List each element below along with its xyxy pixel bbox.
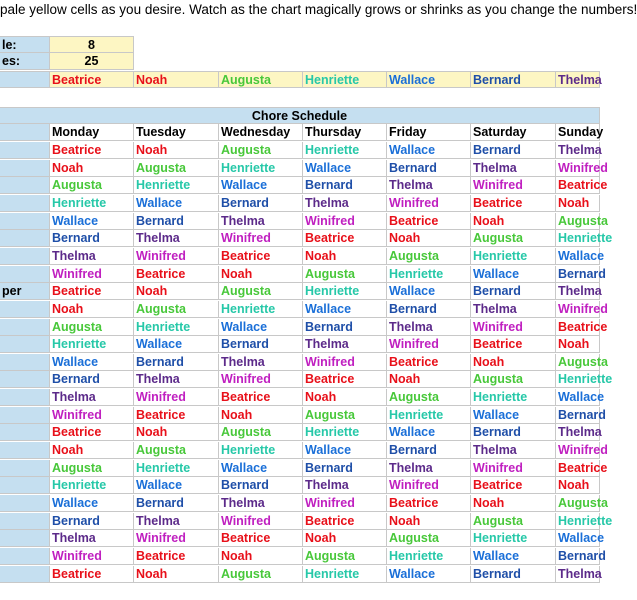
schedule-row (0, 213, 608, 230)
schedule-cell: Winifred (50, 266, 134, 283)
schedule-cell: Beatrice (219, 248, 303, 265)
schedule-row (0, 407, 606, 424)
row-label-cell (0, 407, 50, 424)
schedule-cell: Beatrice (558, 319, 608, 334)
schedule-cell: Noah (471, 213, 556, 230)
schedule-cell: Noah (219, 548, 303, 565)
schedule-cell: Bernard (219, 336, 303, 353)
schedule-cell: Thelma (471, 160, 556, 177)
schedule-cell: Augusta (471, 513, 556, 530)
row-label-cell (0, 495, 50, 512)
schedule-cell: Beatrice (134, 548, 219, 565)
schedule-cell: Wallace (558, 390, 605, 405)
schedule-cell: Augusta (303, 407, 387, 424)
schedule-cell: Augusta (471, 371, 556, 388)
row-label-cell (0, 248, 50, 265)
schedule-cell: Bernard (558, 266, 606, 281)
schedule-row (0, 548, 606, 565)
schedule-row (0, 160, 608, 177)
schedule-cell: Thelma (558, 425, 602, 440)
row-label-cell (0, 389, 50, 406)
day-header-friday: Friday (387, 124, 471, 141)
schedule-cell: Thelma (471, 442, 556, 459)
schedule-cell: Noah (219, 407, 303, 424)
schedule-cell: Thelma (558, 284, 602, 299)
schedule-cell: Winifred (219, 513, 303, 530)
schedule-cell: Thelma (134, 230, 219, 247)
schedule-cell: Wallace (219, 460, 303, 477)
schedule-cell: Wallace (134, 336, 219, 353)
schedule-cell: Wallace (134, 477, 219, 494)
schedule-cell: Wallace (471, 266, 556, 283)
row-label-cell (0, 213, 50, 230)
schedule-cell: Winifred (134, 530, 219, 547)
schedule-cell: Bernard (134, 213, 219, 230)
schedule-cell: Augusta (50, 177, 134, 194)
schedule-cell: Augusta (134, 301, 219, 318)
schedule-cell: Augusta (558, 496, 608, 510)
row-label-cell (0, 195, 50, 212)
schedule-cell: Henriette (219, 301, 303, 318)
schedule-cell: Wallace (50, 495, 134, 512)
schedule-cell: Wallace (471, 548, 556, 565)
row-label-cell (0, 319, 50, 336)
schedule-cell: Bernard (387, 442, 471, 459)
day-header-corner (0, 124, 50, 141)
schedule-cell: Henriette (387, 548, 471, 565)
schedule-cell: Wallace (303, 160, 387, 177)
schedule-cell: Henriette (303, 566, 387, 583)
schedule-row (0, 195, 600, 212)
schedule-cell: Wallace (387, 283, 471, 300)
schedule-row (0, 460, 608, 477)
schedule-cell: Winifred (219, 371, 303, 388)
schedule-cell: Beatrice (471, 477, 556, 494)
schedule-cell: Winifred (387, 195, 471, 212)
row-label-cell (0, 177, 50, 194)
schedule-cell: Augusta (50, 460, 134, 477)
schedule-cell: Henriette (50, 336, 134, 353)
schedule-cell: Bernard (303, 319, 387, 336)
schedule-cell: Beatrice (387, 354, 471, 371)
schedule-title: Chore Schedule (0, 107, 600, 124)
setting-label-1: le: (0, 36, 50, 53)
schedule-cell: Henriette (471, 248, 556, 265)
name-list-cell: Augusta (219, 71, 303, 88)
schedule-cell: Thelma (558, 143, 602, 157)
schedule-cell: Bernard (558, 548, 606, 563)
schedule-cell: Wallace (387, 142, 471, 159)
schedule-cell: Wallace (50, 354, 134, 371)
schedule-cell: Bernard (303, 460, 387, 477)
schedule-cell: Noah (219, 266, 303, 283)
schedule-row (0, 319, 608, 336)
schedule-cell: Bernard (303, 177, 387, 194)
schedule-row (0, 424, 600, 441)
schedule-cell: Bernard (471, 566, 556, 583)
schedule-cell: Winifred (558, 160, 608, 175)
schedule-cell: Thelma (303, 195, 387, 212)
schedule-cell: Bernard (219, 195, 303, 212)
schedule-cell: Thelma (387, 177, 471, 194)
schedule-cell: Winifred (558, 443, 608, 458)
schedule-cell: Henriette (558, 513, 613, 528)
schedule-cell: Noah (387, 371, 471, 388)
schedule-row (0, 389, 605, 406)
row-label-cell (0, 266, 50, 283)
schedule-cell: Thelma (219, 354, 303, 371)
schedule-cell: Augusta (303, 266, 387, 283)
schedule-row (0, 442, 608, 459)
name-list-cell: Thelma (558, 73, 602, 87)
day-header-thursday: Thursday (303, 124, 387, 141)
schedule-cell: Beatrice (219, 389, 303, 406)
schedule-cell: Wallace (134, 195, 219, 212)
row-label-cell: per (0, 283, 50, 300)
day-header-sunday: Sunday (558, 125, 604, 139)
schedule-cell: Bernard (558, 407, 606, 422)
schedule-cell: Bernard (50, 513, 134, 530)
schedule-cell: Henriette (134, 319, 219, 336)
row-label-cell (0, 477, 50, 494)
schedule-cell: Wallace (219, 319, 303, 336)
row-label-cell (0, 371, 50, 388)
schedule-cell: Henriette (558, 231, 613, 246)
schedule-cell: Noah (556, 336, 600, 353)
schedule-cell: Thelma (471, 301, 556, 318)
schedule-cell: Wallace (219, 177, 303, 194)
schedule-cell: Noah (556, 477, 600, 494)
schedule-cell: Beatrice (471, 195, 556, 212)
schedule-cell: Winifred (471, 460, 556, 477)
schedule-cell: Augusta (471, 230, 556, 247)
schedule-cell: Henriette (303, 142, 387, 159)
schedule-cell: Henriette (50, 477, 134, 494)
schedule-cell: Noah (50, 301, 134, 318)
schedule-cell: Winifred (303, 213, 387, 230)
schedule-cell: Noah (303, 389, 387, 406)
schedule-cell: Augusta (50, 319, 134, 336)
settings-row-2 (0, 53, 600, 70)
schedule-cell: Thelma (303, 336, 387, 353)
schedule-cell: Wallace (303, 301, 387, 318)
schedule-row (0, 177, 608, 194)
row-label-cell (0, 460, 50, 477)
name-list-cell: Henriette (303, 71, 387, 88)
schedule-cell: Augusta (558, 213, 608, 228)
row-label-cell (0, 336, 50, 353)
schedule-cell: Noah (134, 424, 219, 441)
instruction-text: pale yellow cells as you desire. Watch as the chart magically grows or shrinks as you change the numbers! (0, 2, 637, 17)
schedule-cell: Beatrice (303, 513, 387, 530)
row-label-cell (0, 530, 50, 547)
name-list-cell: Wallace (387, 71, 471, 88)
schedule-cell: Winifred (219, 230, 303, 247)
schedule-cell: Beatrice (219, 530, 303, 547)
schedule-cell: Noah (303, 248, 387, 265)
schedule-cell: Thelma (387, 460, 471, 477)
schedule-row (0, 266, 606, 283)
schedule-cell: Beatrice (471, 336, 556, 353)
schedule-cell: Bernard (134, 354, 219, 371)
schedule-cell: Noah (387, 230, 471, 247)
schedule-cell: Wallace (471, 407, 556, 424)
name-list-cell: Beatrice (50, 71, 134, 88)
row-label-cell (0, 142, 50, 159)
schedule-cell: Henriette (219, 160, 303, 177)
schedule-row (0, 477, 600, 494)
name-list-label-cell (0, 71, 50, 88)
schedule-cell: Noah (50, 442, 134, 459)
schedule-cell: Noah (303, 530, 387, 547)
schedule-cell: Noah (387, 513, 471, 530)
name-list-row (0, 71, 600, 88)
schedule-row (0, 566, 600, 583)
schedule-cell: Henriette (303, 424, 387, 441)
schedule-row (0, 495, 608, 512)
schedule-row (0, 230, 613, 247)
schedule-cell: Bernard (50, 371, 134, 388)
schedule-cell: Beatrice (134, 266, 219, 283)
schedule-cell: Beatrice (558, 460, 608, 475)
schedule-cell: Augusta (134, 160, 219, 177)
day-header-wednesday: Wednesday (219, 124, 303, 141)
schedule-row (0, 354, 608, 371)
row-label-cell (0, 548, 50, 565)
schedule-cell: Beatrice (50, 424, 134, 441)
setting-input-2[interactable]: 25 (50, 53, 134, 70)
settings-row-1 (0, 36, 600, 53)
schedule-cell: Beatrice (387, 213, 471, 230)
schedule-cell: Winifred (50, 407, 134, 424)
schedule-cell: Thelma (134, 513, 219, 530)
schedule-cell: Thelma (558, 566, 602, 581)
schedule-cell: Beatrice (303, 230, 387, 247)
schedule-cell: Henriette (134, 177, 219, 194)
schedule-row (0, 336, 600, 353)
schedule-cell: Wallace (303, 442, 387, 459)
schedule-cell: Bernard (471, 424, 556, 441)
schedule-row (0, 371, 613, 388)
schedule-cell: Bernard (219, 477, 303, 494)
schedule-cell: Thelma (219, 213, 303, 230)
schedule-cell: Beatrice (134, 407, 219, 424)
row-label-cell (0, 513, 50, 530)
schedule-cell: Augusta (558, 354, 608, 369)
schedule-row (0, 283, 600, 300)
day-header-row (0, 124, 604, 141)
row-label-cell (0, 442, 50, 459)
schedule-cell: Winifred (387, 477, 471, 494)
day-header-monday: Monday (50, 124, 134, 141)
schedule-cell: Wallace (387, 424, 471, 441)
schedule-cell: Henriette (471, 389, 556, 406)
schedule-cell: Thelma (50, 530, 134, 547)
schedule-cell: Winifred (50, 548, 134, 565)
schedule-cell: Henriette (50, 195, 134, 212)
schedule-cell: Augusta (219, 142, 303, 159)
setting-label-2: es: (0, 53, 50, 70)
schedule-cell: Henriette (387, 407, 471, 424)
schedule-cell: Augusta (219, 424, 303, 441)
schedule-cell: Bernard (134, 495, 219, 512)
schedule-cell: Henriette (558, 372, 613, 387)
schedule-row (0, 513, 613, 530)
schedule-cell: Beatrice (387, 495, 471, 512)
row-label-cell (0, 301, 50, 318)
schedule-cell: Thelma (50, 248, 134, 265)
schedule-cell: Winifred (471, 319, 556, 336)
schedule-cell: Bernard (387, 301, 471, 318)
row-label-cell (0, 424, 50, 441)
schedule-cell: Augusta (219, 283, 303, 300)
schedule-cell: Noah (471, 495, 556, 512)
name-list-cell: Noah (134, 71, 219, 88)
schedule-cell: Noah (556, 195, 600, 212)
schedule-cell: Thelma (134, 371, 219, 388)
schedule-cell: Beatrice (558, 178, 608, 193)
schedule-cell: Thelma (387, 319, 471, 336)
setting-input-1[interactable]: 8 (50, 36, 134, 53)
schedule-cell: Beatrice (303, 371, 387, 388)
schedule-cell: Augusta (387, 389, 471, 406)
schedule-cell: Henriette (303, 283, 387, 300)
schedule-cell: Noah (134, 142, 219, 159)
schedule-cell: Winifred (303, 495, 387, 512)
schedule-cell: Henriette (134, 460, 219, 477)
schedule-cell: Winifred (471, 177, 556, 194)
schedule-row (0, 248, 605, 265)
name-list-cell: Bernard (471, 71, 556, 88)
row-label-cell (0, 566, 50, 583)
schedule-cell: Winifred (387, 336, 471, 353)
day-header-saturday: Saturday (471, 124, 556, 141)
schedule-row (0, 301, 608, 318)
schedule-cell: Winifred (134, 248, 219, 265)
schedule-cell: Henriette (219, 442, 303, 459)
schedule-cell: Augusta (303, 548, 387, 565)
schedule-cell: Noah (134, 566, 219, 583)
schedule-cell: Wallace (387, 566, 471, 583)
schedule-title-row (0, 107, 600, 124)
schedule-cell: Noah (50, 160, 134, 177)
schedule-cell: Noah (134, 283, 219, 300)
schedule-cell: Augusta (219, 566, 303, 583)
schedule-cell: Henriette (387, 266, 471, 283)
schedule-cell: Bernard (50, 230, 134, 247)
schedule-cell: Bernard (471, 142, 556, 159)
schedule-cell: Augusta (387, 248, 471, 265)
schedule-cell: Augusta (387, 530, 471, 547)
schedule-cell: Henriette (471, 530, 556, 547)
schedule-cell: Beatrice (50, 566, 134, 583)
day-header-tuesday: Tuesday (134, 124, 219, 141)
schedule-cell: Augusta (134, 442, 219, 459)
schedule-cell: Winifred (558, 301, 608, 316)
schedule-cell: Winifred (303, 354, 387, 371)
row-label-cell (0, 354, 50, 371)
schedule-cell: Beatrice (50, 283, 134, 300)
schedule-cell: Wallace (50, 213, 134, 230)
schedule-cell: Thelma (303, 477, 387, 494)
row-label-cell (0, 230, 50, 247)
schedule-cell: Thelma (219, 495, 303, 512)
schedule-cell: Noah (471, 354, 556, 371)
schedule-row (0, 530, 605, 547)
row-label-cell (0, 160, 50, 177)
schedule-cell: Thelma (50, 389, 134, 406)
schedule-cell: Beatrice (50, 142, 134, 159)
schedule-cell: Wallace (558, 248, 605, 263)
schedule-cell: Winifred (134, 389, 219, 406)
schedule-cell: Wallace (558, 531, 605, 546)
schedule-cell: Bernard (471, 283, 556, 300)
schedule-cell: Bernard (387, 160, 471, 177)
schedule-row (0, 142, 600, 159)
